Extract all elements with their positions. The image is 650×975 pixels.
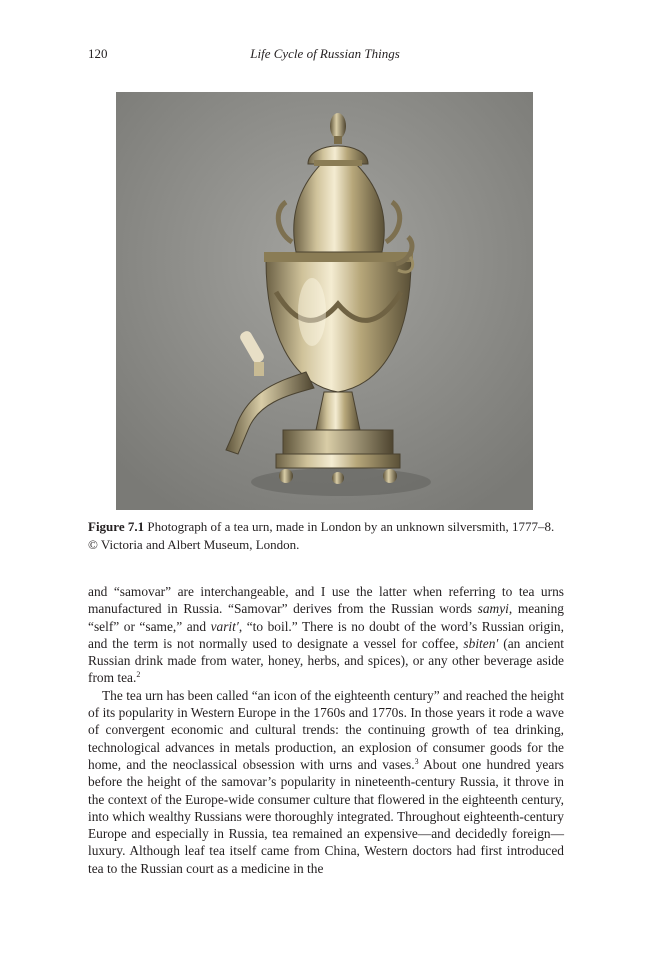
text-run: About one hundred years before the height of the samovar’s popularity in nineteenth-century Russia, it throve in the context of the Europe-wide consumer culture that flowered in the eighteenth century, into which wealthy Russians were thoroughly integrated. Throughout eighteenth-century Europe and especially in Russia, tea remained an expensive—and decidedly foreign—luxury. Although leaf tea itself came from China, Western doctors had first introduced tea to the Russian court as a medicine in the [88, 756, 564, 876]
running-title: Life Cycle of Russian Things [250, 46, 400, 61]
text-run: The tea urn has been called “an icon of the eighteenth century” and reached the height of its popularity in Western Europe in the 1760s and 1770s. In those years it rode a wave of convergent economic and cultural trends: the continuing growth of tea drinking, technological advances in metals production, an explosion of consumer goods for the home, and the neoclassical obsession with urns and vases. [88, 687, 564, 772]
footnote-ref-3: 3 [414, 756, 419, 766]
figure-label: Figure 7.1 [88, 519, 145, 534]
page-number: 120 [88, 46, 108, 61]
text-run: , “to boil.” There is no doubt of the word’s Russian origin, and the term is not normally used to designate a vessel for coffee, [88, 618, 564, 651]
figure-tea-urn-photo [116, 92, 533, 510]
text-run: (an ancient Russian drink made from water, honey, herbs, and spices), or any other beverage aside from tea. [88, 635, 564, 686]
footnote-ref-2: 2 [136, 670, 141, 680]
paragraph-1 [88, 583, 564, 687]
text-run: , meaning “self” or “same,” and [88, 601, 564, 634]
text-run: and “samovar” are interchangeable, and I use the latter when referring to tea urns manufactured in Russia. “Samovar” derives from the Russian words [88, 584, 564, 617]
body-text [88, 583, 564, 877]
italic-term-samyi: samyi [477, 601, 509, 617]
caption-text: Photograph of a tea urn, made in London by an unknown silversmith, 1777–8. [144, 519, 555, 534]
paragraph-2 [88, 687, 564, 877]
figure-caption [88, 518, 564, 554]
caption-credit: © Victoria and Albert Museum, London. [88, 537, 300, 552]
italic-term-varit: varit′ [210, 618, 239, 634]
italic-term-sbiten: sbiten′ [463, 635, 499, 651]
